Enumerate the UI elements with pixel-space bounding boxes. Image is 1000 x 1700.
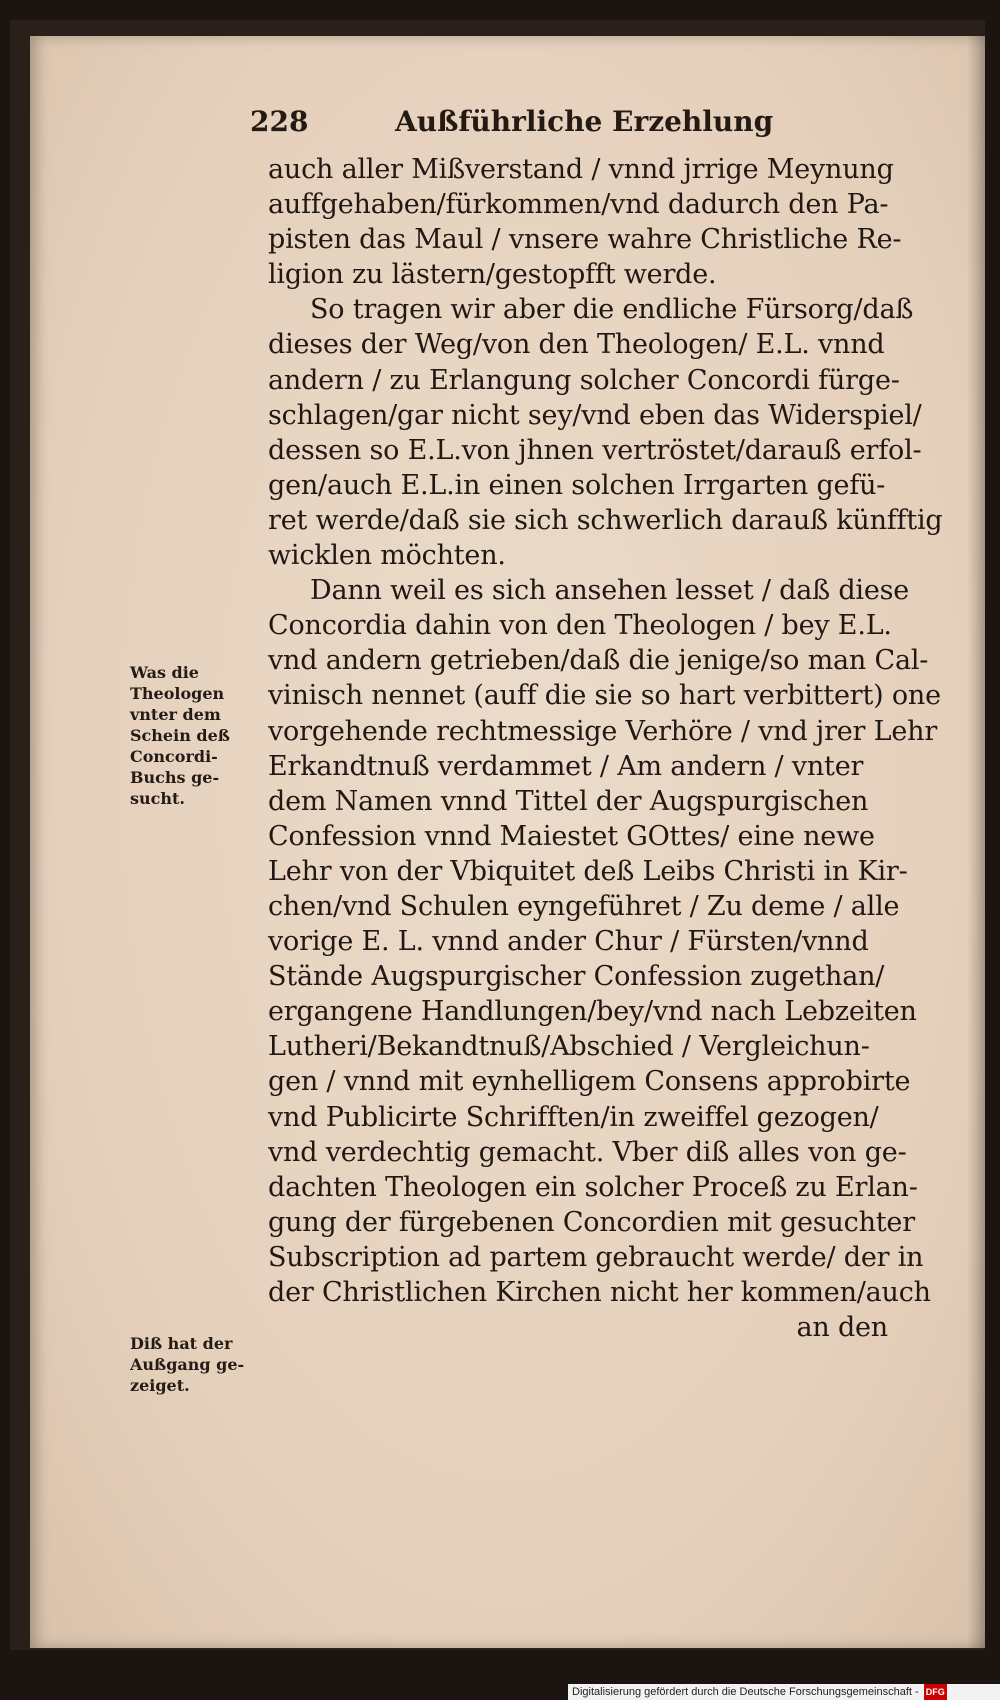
digitization-credit [568,1684,1000,1700]
margin-note-line: vnter dem [130,705,221,724]
page-gutter-shadow [967,36,985,1648]
margin-note-line: zeiget. [130,1376,190,1395]
text-line: auffgehaben/fürkommen/vnd dadurch den Pa- [268,189,889,221]
text-line: ergangene Handlungen/bey/vnd nach Lebzeiten [268,996,917,1028]
text-line: vorige E. L. vnnd ander Chur / Fürsten/vnnd [268,926,869,958]
margin-note-line: Theologen [130,684,225,703]
text-line: So tragen wir aber die endliche Fürsorg/daß [310,294,914,326]
text-line: auch aller Mißverstand / vnnd jrrige Meynung [268,154,894,185]
text-line: gen / vnnd mit eynhelligem Consens approbirte [268,1066,911,1098]
text-line: chen/vnd Schulen eyngeführet / Zu deme / alle [268,890,900,922]
margin-note-line: Was die [130,663,199,682]
text-line: vnd Publicirte Schrifften/in zweiffel gezogen/ [268,1101,879,1133]
margin-note-line: Buchs ge- [130,768,220,787]
text-line: vnd verdechtig gemacht. Vber diß alles von ge- [268,1136,907,1168]
margin-note-line: Concordi- [130,747,218,766]
text-line: der Christlichen Kirchen nicht her kommen/auch [268,1277,931,1308]
text-line: Subscription ad partem gebraucht werde/ der in [268,1241,924,1273]
text-line: dessen so E.L.von jhnen vertröstet/darauß erfol- [268,434,922,466]
text-line: gung der fürgebenen Concordien mit gesuchter [268,1206,915,1238]
body-text [268,152,943,1345]
margin-note [130,1333,255,1396]
text-line: dachten Theologen ein solcher Proceß zu Erlan- [268,1171,918,1203]
text-line: vorgehende rechtmessige Verhöre / vnd jrer Lehr [268,715,938,747]
text-line: vnd andern getrieben/daß die jenige/so man Cal- [268,645,929,677]
text-line: Lehr von der Vbiquitet deß Leibs Christi in Kir- [268,855,908,887]
text-line: ret werde/daß sie sich schwerlich darauß künfftig [268,504,943,536]
margin-note-line: sucht. [130,789,185,808]
text-line: ligion zu lästern/gestopfft werde. [268,259,717,291]
page-header [250,105,810,149]
text-line: pisten das Maul / vnsere wahre Christliche Re- [268,224,902,256]
text-line: Confession vnnd Maiestet GOttes/ eine newe [268,820,875,852]
text-line: vinisch nennet (auff die sie so hart verbittert) one [268,680,941,712]
text-line: Erkandtnuß verdammet / Am andern / vnter [268,750,864,782]
credit-text: Digitalisierung gefördert durch die Deutsche Forschungsgemeinschaft - [572,1686,919,1698]
margin-note [130,662,255,809]
text-line: Stände Augspurgischer Confession zugethan/ [268,961,885,993]
text-line: Concordia dahin von den Theologen / bey E.L. [268,610,892,642]
running-title: Außführliche Erzehlung [395,105,774,138]
text-line: andern / zu Erlangung solcher Concordi fürge- [268,364,900,396]
page-number: 228 [250,105,309,138]
dfg-logo: DFG [924,1684,947,1700]
text-line: Dann weil es sich ansehen lesset / daß diese [310,575,910,607]
text-line: dieses der Weg/von den Theologen/ E.L. vnnd [268,329,885,361]
catchword: an den [796,1312,888,1344]
text-line: Lutheri/Bekandtnuß/Abschied / Vergleichun- [268,1031,870,1063]
text-line: wicklen möchten. [268,540,506,572]
margin-note-line: Diß hat der [130,1334,233,1353]
margin-note-line: Schein deß [130,726,230,745]
margin-note-line: Außgang ge- [130,1355,245,1374]
text-line: schlagen/gar nicht sey/vnd eben das Widerspiel/ [268,399,922,431]
text-line: dem Namen vnnd Tittel der Augspurgischen [268,785,869,817]
text-line: gen/auch E.L.in einen solchen Irrgarten gefü- [268,469,886,501]
